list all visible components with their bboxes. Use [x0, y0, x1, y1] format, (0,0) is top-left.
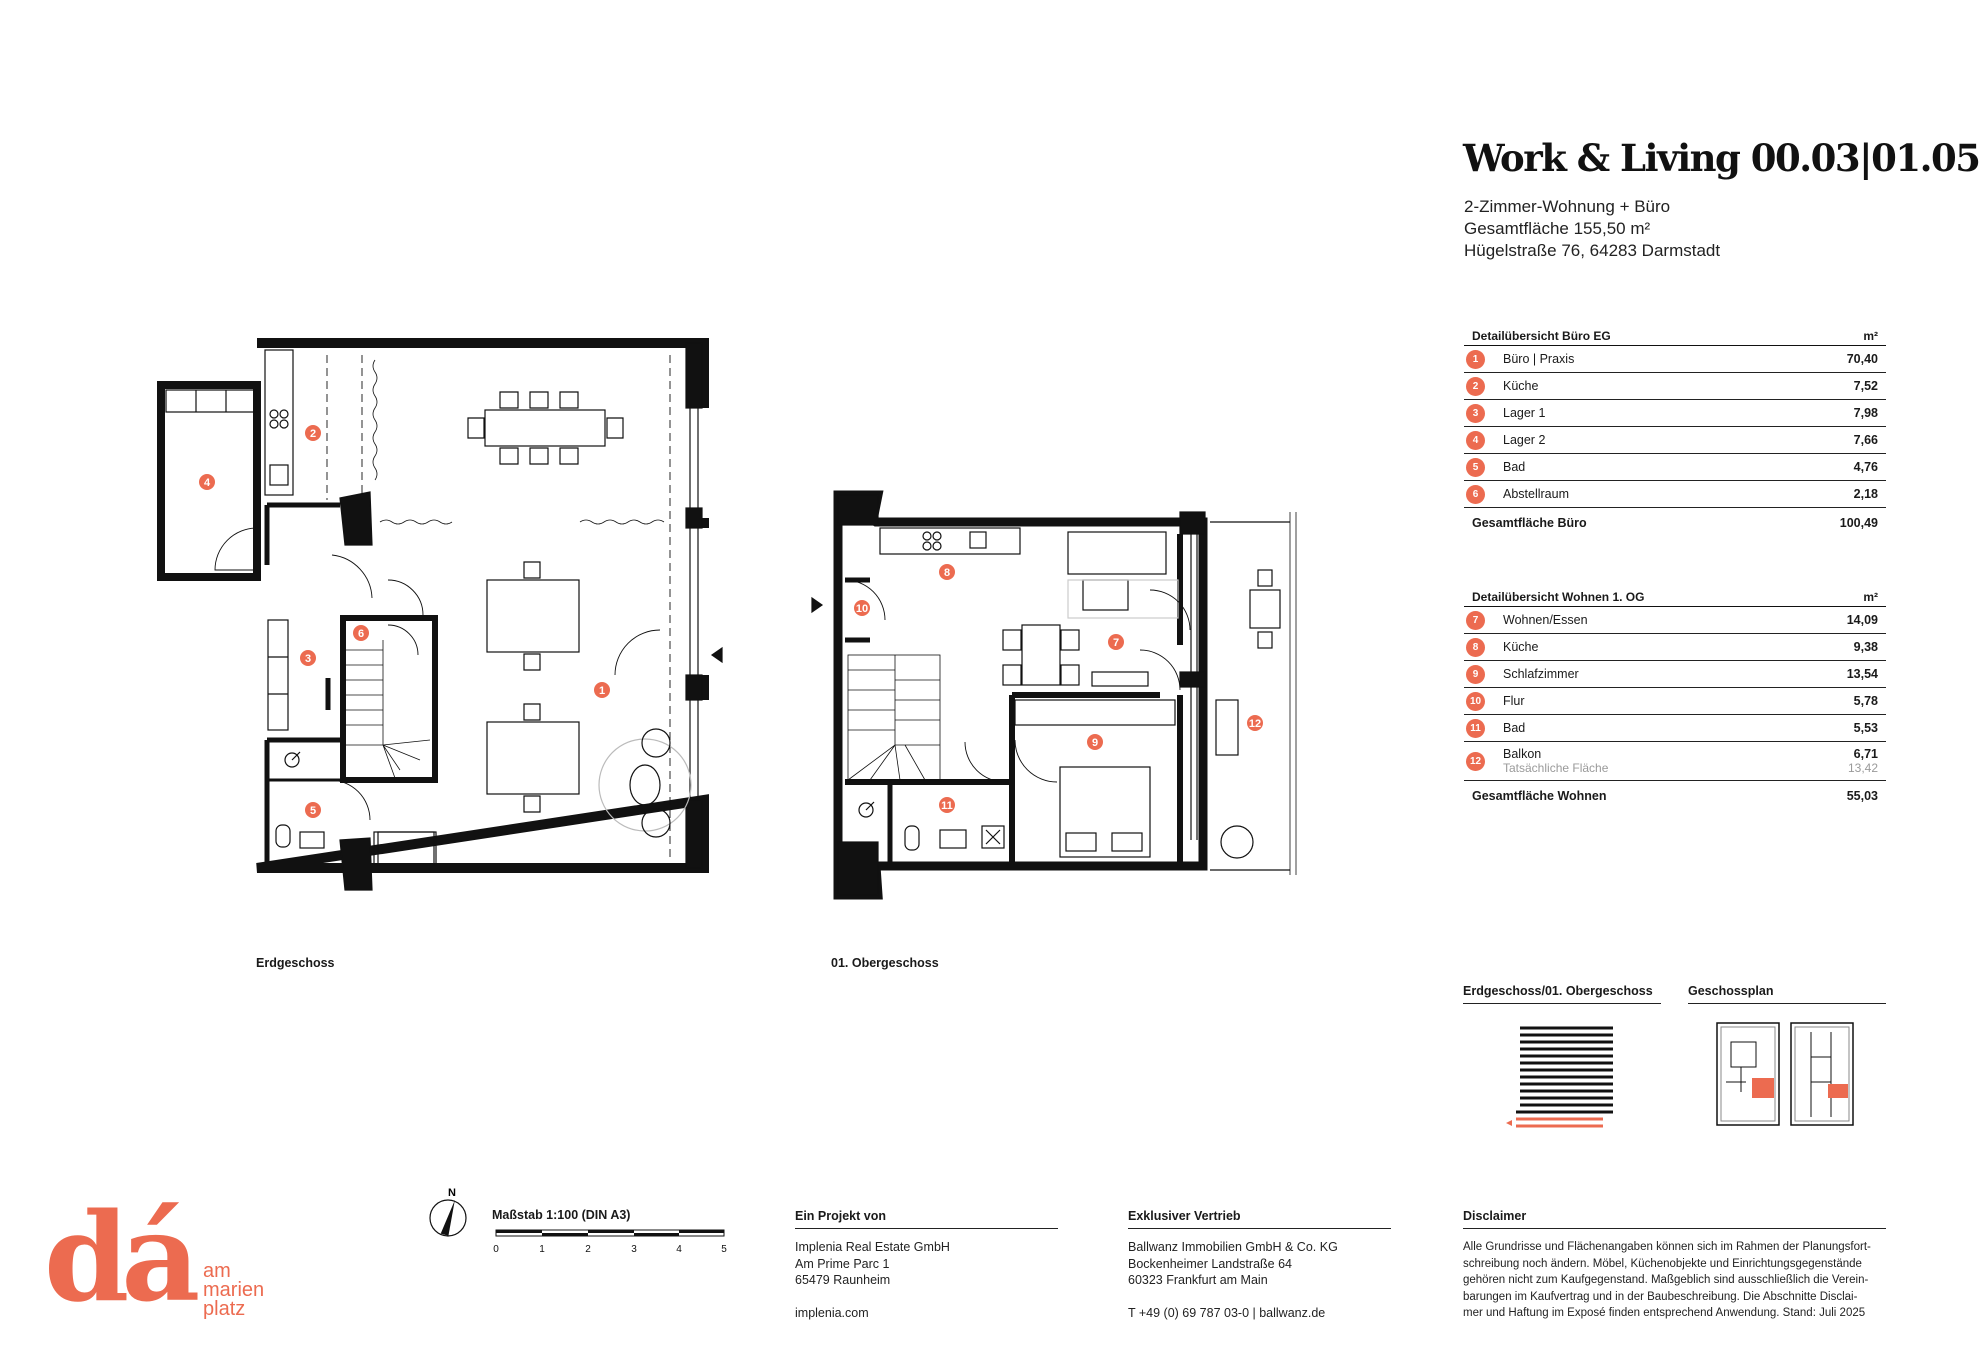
- room-label: Schlafzimmer: [1503, 667, 1579, 681]
- table-wohnen-header: [1464, 588, 1886, 607]
- room-area: 5,78: [1853, 694, 1878, 708]
- room-label: Flur: [1503, 694, 1525, 708]
- footer-vertrieb: [1128, 1209, 1391, 1321]
- table-buero-heading: Detailübersicht Büro EG: [1472, 329, 1611, 343]
- logo-line: am: [203, 1260, 231, 1282]
- table-buero-header: [1464, 327, 1886, 346]
- room-marker-8: 8: [943, 567, 951, 579]
- table-row: [1464, 481, 1886, 508]
- table-wohnen-unit: m²: [1863, 590, 1878, 604]
- table-row: [1464, 661, 1886, 688]
- total-value: 100,49: [1839, 516, 1878, 530]
- table-row: [1464, 715, 1886, 742]
- total-label: Gesamtfläche Büro: [1472, 516, 1587, 530]
- room-subarea: 13,42: [1847, 761, 1878, 775]
- room-number-badge: 9: [1466, 665, 1485, 684]
- table-buero-total: [1464, 508, 1886, 538]
- keyplan-right-label: Geschossplan: [1688, 984, 1886, 1004]
- label-obergeschoss: 01. Obergeschoss: [831, 956, 939, 970]
- footer-disclaimer-heading: Disclaimer: [1463, 1209, 1886, 1229]
- disclaimer-line: Alle Grundrisse und Flächenangaben können sich im Rahmen der Planungsfort-: [1463, 1241, 1871, 1253]
- room-marker-11: 11: [941, 800, 953, 812]
- room-number-badge: 3: [1466, 404, 1485, 423]
- scale-tick: 1: [539, 1244, 545, 1255]
- table-row: [1464, 454, 1886, 481]
- scale-tick: 0: [493, 1244, 499, 1255]
- table-wohnen-heading: Detailübersicht Wohnen 1. OG: [1472, 590, 1645, 604]
- brand-logo-mark: dá: [44, 1185, 193, 1329]
- brand-logo-text: [203, 1262, 264, 1319]
- room-number-badge: 11: [1466, 719, 1485, 738]
- room-number-badge: 8: [1466, 638, 1485, 657]
- footer-projekt-line: Am Prime Parc 1: [795, 1256, 890, 1271]
- room-marker-3: 3: [304, 653, 312, 665]
- room-area: 2,18: [1853, 487, 1878, 501]
- room-number-badge: 1: [1466, 350, 1485, 369]
- floorplan-erdgeschoss: [150, 330, 730, 920]
- footer-vertrieb-contact-link[interactable]: T +49 (0) 69 787 03-0 | ballwanz.de: [1128, 1305, 1326, 1320]
- room-label: Büro | Praxis: [1503, 352, 1575, 366]
- room-marker-12: 12: [1248, 718, 1262, 730]
- footer-disclaimer: [1463, 1209, 1886, 1322]
- room-number-badge: 12: [1466, 752, 1485, 771]
- room-number-badge: 5: [1466, 458, 1485, 477]
- scale-tick: 2: [585, 1244, 591, 1255]
- keyplan-left-label: Erdgeschoss/01. Obergeschoss: [1463, 984, 1661, 1004]
- scale-label: Maßstab 1:100 (DIN A3): [492, 1208, 631, 1222]
- footer-projekt: [795, 1209, 1058, 1321]
- room-label: Wohnen/Essen: [1503, 613, 1588, 627]
- table-row: [1464, 427, 1886, 454]
- room-number-badge: 10: [1466, 692, 1485, 711]
- room-marker-4: 4: [203, 477, 211, 489]
- footer-projekt-line: Implenia Real Estate GmbH: [795, 1240, 950, 1254]
- keyplan-floors-diagram: [1500, 1025, 1625, 1133]
- room-area: 14,09: [1846, 613, 1878, 627]
- table-wohnen: [1464, 588, 1886, 811]
- room-area: 5,53: [1853, 721, 1878, 735]
- room-number-badge: 7: [1466, 611, 1485, 630]
- logo-line: platz: [203, 1298, 246, 1320]
- room-area: 6,71: [1853, 747, 1878, 761]
- total-label: Gesamtfläche Wohnen: [1472, 789, 1607, 803]
- subtitle-address: Hügelstraße 76, 64283 Darmstadt: [1464, 241, 1721, 260]
- footer-vertrieb-line: 60323 Frankfurt am Main: [1128, 1273, 1268, 1287]
- disclaimer-line: gehören nicht zum Kaufgegenstand. Maßgeblich sind ausschließlich die Verein-: [1463, 1274, 1869, 1286]
- disclaimer-line: mer und Haftung im Exposé finden entsprechend Anwendung. Stand: Juli 2025: [1463, 1307, 1866, 1319]
- room-label: Lager 1: [1503, 406, 1546, 420]
- room-marker-1: 1: [598, 685, 606, 697]
- room-label: Bad: [1503, 721, 1526, 735]
- footer-projekt-heading: Ein Projekt von: [795, 1209, 1058, 1229]
- scale-tick: 4: [676, 1244, 682, 1255]
- room-area: 9,38: [1853, 640, 1878, 654]
- room-marker-2: 2: [309, 428, 317, 440]
- disclaimer-line: schreibung noch ändern. Möbel, Küchenobjekte und Einrichtungsgegenstände: [1463, 1257, 1862, 1270]
- total-value: 55,03: [1846, 789, 1878, 803]
- scale-tick: 3: [631, 1244, 637, 1255]
- room-label: Küche: [1503, 379, 1539, 393]
- footer-vertrieb-line: Bockenheimer Landstraße 64: [1128, 1256, 1292, 1271]
- page-title: Work & Living 00.03|01.05: [1463, 136, 1979, 180]
- room-area: 70,40: [1846, 352, 1878, 366]
- label-erdgeschoss: Erdgeschoss: [256, 956, 335, 970]
- table-row: [1464, 634, 1886, 661]
- room-area: 7,52: [1853, 379, 1878, 393]
- room-label: Lager 2: [1503, 433, 1546, 447]
- room-label: Bad: [1503, 460, 1526, 474]
- table-wohnen-total: [1464, 781, 1886, 811]
- room-marker-10: 10: [855, 603, 869, 615]
- disclaimer-line: barungen im Kaufvertrag und in der Baubeschreibung. Die Abschnitte Disclai-: [1463, 1290, 1858, 1303]
- room-sublabel: Tatsächliche Fläche: [1503, 761, 1609, 775]
- room-marker-6: 6: [357, 628, 365, 640]
- north-label: N: [448, 1187, 456, 1199]
- table-row: [1464, 373, 1886, 400]
- subtitle-apartment: 2-Zimmer-Wohnung + Büro: [1464, 197, 1671, 216]
- room-marker-9: 9: [1091, 737, 1099, 749]
- room-area: 7,98: [1853, 406, 1878, 420]
- footer-projekt-web-link[interactable]: implenia.com: [795, 1305, 869, 1320]
- keyplan-building-diagram: [1716, 1022, 1886, 1127]
- room-label: Balkon: [1503, 747, 1542, 761]
- room-marker-7: 7: [1112, 637, 1120, 649]
- room-number-badge: 4: [1466, 431, 1485, 450]
- room-label: Küche: [1503, 640, 1539, 654]
- table-row: [1464, 607, 1886, 634]
- footer-projekt-line: 65479 Raunheim: [795, 1273, 891, 1287]
- floorplan-obergeschoss: [800, 480, 1320, 910]
- room-area: 13,54: [1846, 667, 1878, 681]
- table-row: [1464, 688, 1886, 715]
- table-row: [1464, 400, 1886, 427]
- table-row: [1464, 742, 1886, 781]
- room-area: 7,66: [1853, 433, 1878, 447]
- table-row: [1464, 346, 1886, 373]
- footer-vertrieb-line: Ballwanz Immobilien GmbH & Co. KG: [1128, 1240, 1338, 1254]
- scale-bar: [490, 1228, 730, 1258]
- logo-line: marien: [203, 1279, 265, 1301]
- room-area: 4,76: [1853, 460, 1878, 474]
- room-number-badge: 6: [1466, 485, 1485, 504]
- north-arrow-icon: [428, 1185, 473, 1240]
- footer-vertrieb-heading: Exklusiver Vertrieb: [1128, 1209, 1391, 1229]
- table-buero-unit: m²: [1863, 329, 1878, 343]
- scale-tick: 5: [721, 1244, 727, 1255]
- room-label: Abstellraum: [1503, 487, 1569, 501]
- room-number-badge: 2: [1466, 377, 1485, 396]
- room-marker-5: 5: [309, 805, 317, 817]
- subtitle-area: Gesamtfläche 155,50 m²: [1464, 219, 1651, 238]
- table-buero: [1464, 327, 1886, 538]
